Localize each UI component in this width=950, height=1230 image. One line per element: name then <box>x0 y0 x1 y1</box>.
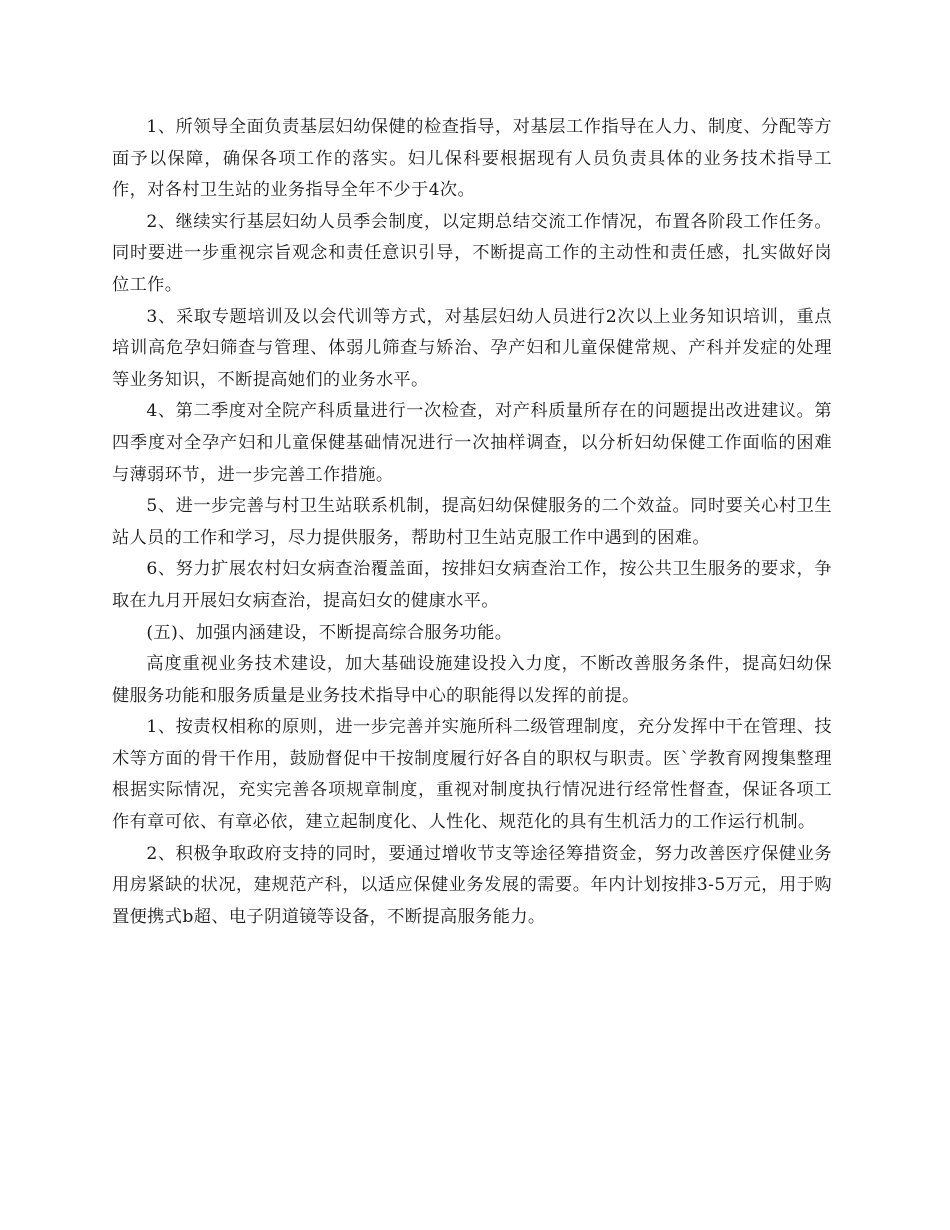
paragraph-intro: 高度重视业务技术建设，加大基础设施建设投入力度，不断改善服务条件，提高妇幼保健服务功能和服务质量是业务技术指导中心的职能得以发挥的前提。 <box>112 654 832 706</box>
paragraph-6: 6、努力扩展农村妇女病查治覆盖面，按排妇女病查治工作，按公共卫生服务的要求，争取在九月开展妇女病查治，提高妇女的健康水平。 <box>112 559 832 611</box>
paragraph-3: 3、采取专题培训及以会代训等方式，对基层妇幼人员进行2次以上业务知识培训，重点培训高危孕妇筛查与管理、体弱儿筛查与矫治、孕产妇和儿童保健常规、产科并发症的处理等业务知识，不断提高她们的业务水平。 <box>112 306 832 390</box>
paragraph-5: 5、进一步完善与村卫生站联系机制，提高妇幼保健服务的二个效益。同时要关心村卫生站人员的工作和学习，尽力提供服务，帮助村卫生站克服工作中遇到的困难。 <box>112 496 832 548</box>
paragraph-8: 2、积极争取政府支持的同时，要通过增收节支等途径筹措资金，努力改善医疗保健业务用房紧缺的状况，建规范产科，以适应保健业务发展的需要。年内计划按排3-5万元，用于购置便携式b超、电子阴道镜等设备，不断提高服务能力。 <box>112 843 832 927</box>
paragraph-2: 2、继续实行基层妇幼人员季会制度，以定期总结交流工作情况，布置各阶段工作任务。同时要进一步重视宗旨观念和责任意识引导，不断提高工作的主动性和责任感，扎实做好岗位工作。 <box>112 211 832 295</box>
section-heading: (五)、加强内涵建设，不断提高综合服务功能。 <box>146 622 513 643</box>
paragraph-4: 4、第二季度对全院产科质量进行一次检查，对产科质量所存在的问题提出改进建议。第四季度对全孕产妇和儿童保健基础情况进行一次抽样调查，以分析妇幼保健工作面临的困难与薄弱环节，进一步完善工作措施。 <box>112 401 832 485</box>
paragraph-1: 1、所领导全面负责基层妇幼保健的检查指导，对基层工作指导在人力、制度、分配等方面予以保障，确保各项工作的落实。妇儿保科要根据现有人员负责具体的业务技术指导工作，对各村卫生站的业务指导全年不少于4次。 <box>112 117 832 201</box>
paragraph-7: 1、按责权相称的原则，进一步完善并实施所科二级管理制度，充分发挥中干在管理、技术等方面的骨干作用，鼓励督促中干按制度履行好各自的职权与职责。医`学教育网搜集整理根据实际情况，充实完善各项规章制度，重视对制度执行情况进行经常性督查，保证各项工作有章可依、有章必依，建立起制度化、人性化、规范化的具有生机活力的工作运行机制。 <box>112 717 832 833</box>
document-page <box>112 112 832 933</box>
